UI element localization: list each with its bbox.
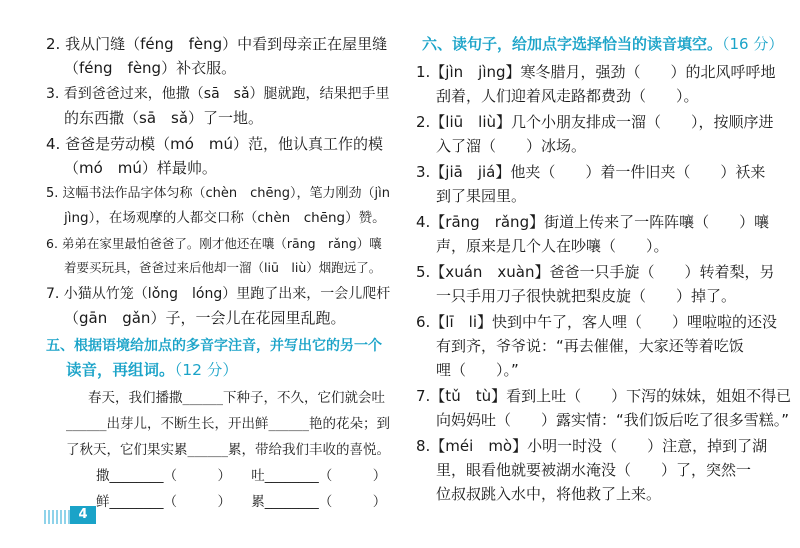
r6-line1: 6.【lī li】快到中午了，客人哩（ ）哩啦啦的还没 bbox=[416, 313, 777, 331]
q3-line2: 的东西撒（sā sǎ）了一地。 bbox=[64, 109, 264, 127]
section6-title-text: 六、读句子，给加点字选择恰当的读音填空。 bbox=[422, 35, 723, 53]
r6-line2: 有到齐，爷爷说：“再去催催，大家还等着吃饭 bbox=[436, 337, 744, 355]
r5-line1: 5.【xuán xuàn】爸爸一只手旋（ ）转着梨，另 bbox=[416, 263, 775, 281]
section5-title-text: 读音，再组词。 bbox=[66, 361, 175, 379]
r6-line3: 哩（ ）。” bbox=[436, 361, 519, 379]
r3-line1: 3.【jiā jiá】他夹（ ）着一件旧夹（ ）袄来 bbox=[416, 163, 766, 181]
q6-line1: 6. 弟弟在家里最怕爸爸了。刚才他还在嚷（rāng rǎng）嚷 bbox=[46, 236, 382, 251]
r7-line1: 7.【tǔ tù】看到上吐（ ）下泻的妹妹，姐姐不得已 bbox=[416, 387, 792, 405]
r2-line1: 2.【liū liù】几个小朋友排成一溜（ ），按顺序进 bbox=[416, 113, 774, 131]
r5-line2: 一只手用刀子很快就把梨皮旋（ ）掉了。 bbox=[436, 287, 737, 305]
q7-line2: （gān gǎn）子，一会儿在花园里乱跑。 bbox=[64, 309, 346, 327]
page-number-badge bbox=[44, 506, 96, 524]
q3-line1: 3. 看到爸爸过来，他撒（sā sǎ）腿就跑，结果把手里 bbox=[46, 86, 390, 102]
q5-line1: 5. 这幅书法作品字体匀称（chèn chēng），笔力刚劲（jìn bbox=[46, 186, 390, 201]
story-line3: 了秋天，它们果实累______累，带给我们丰收的喜悦。 bbox=[66, 442, 390, 458]
q4-line1: 4. 爸爸是劳动模（mó mú）范，他认真工作的模 bbox=[46, 135, 383, 153]
section5-points: （12 分） bbox=[174, 361, 238, 379]
r4-line1: 4.【rāng rǎng】街道上传来了一阵阵嚷（ ）嚷 bbox=[416, 213, 770, 231]
r7-line2: 向妈妈吐（ ）露实情：“我们饭后吃了很多雪糕。” bbox=[436, 411, 790, 429]
story-line2: ______出芽儿，不断生长，开出鲜______艳的花朵；到 bbox=[66, 416, 390, 432]
q2-line1: 2. 我从门缝（féng fèng）中看到母亲正在屋里缝 bbox=[46, 35, 388, 53]
page-number: 4 bbox=[70, 506, 96, 524]
section5-title-line1: 五、根据语境给加点的多音字注音，并写出它的另一个 bbox=[46, 338, 382, 354]
q7-line1: 7. 小猫从竹笼（lǒng lóng）里跑了出来，一会儿爬杆 bbox=[46, 286, 391, 302]
r8-line2: 里，眼看他就要被湖水淹没（ ）了，突然一 bbox=[436, 461, 752, 479]
r3-line2: 到了果园里。 bbox=[436, 187, 527, 205]
answer-row1[interactable]: 撒________（ ） 吐________（ ） bbox=[96, 468, 387, 484]
r8-line1: 8.【méi mò】小明一时没（ ）注意，掉到了湖 bbox=[416, 437, 768, 455]
q6-line2: 着要买玩具，爸爸过来后他却一溜（liū liù）烟跑远了。 bbox=[64, 260, 382, 275]
r1-line2: 刮着，人们迎着风走路都费劲（ ）。 bbox=[436, 87, 699, 105]
q5-line2: jìng），在场观摩的人都交口称（chèn chēng）赞。 bbox=[64, 210, 386, 226]
decorative-stripes bbox=[44, 510, 70, 524]
answer-row2[interactable]: 鲜________（ ） 累________（ ） bbox=[96, 494, 387, 510]
r2-line2: 入了溜（ ）冰场。 bbox=[436, 137, 587, 155]
q2-line2: （féng fèng）补衣服。 bbox=[64, 59, 237, 77]
q4-line2: （mó mú）样最帅。 bbox=[64, 159, 217, 177]
r8-line3: 位叔叔跳入水中，将他救了上来。 bbox=[436, 485, 662, 503]
story-line1: 春天，我们播撒______下种子，不久，它们就会吐 bbox=[88, 390, 385, 406]
section6-title bbox=[422, 34, 783, 54]
r4-line2: 声，原来是几个人在吵嚷（ ）。 bbox=[436, 237, 669, 255]
section6-points: （16 分） bbox=[722, 35, 784, 53]
section5-title-line2 bbox=[66, 360, 238, 380]
r1-line1: 1.【jìn jìng】寒冬腊月，强劲（ ）的北风呼呼地 bbox=[416, 63, 776, 81]
